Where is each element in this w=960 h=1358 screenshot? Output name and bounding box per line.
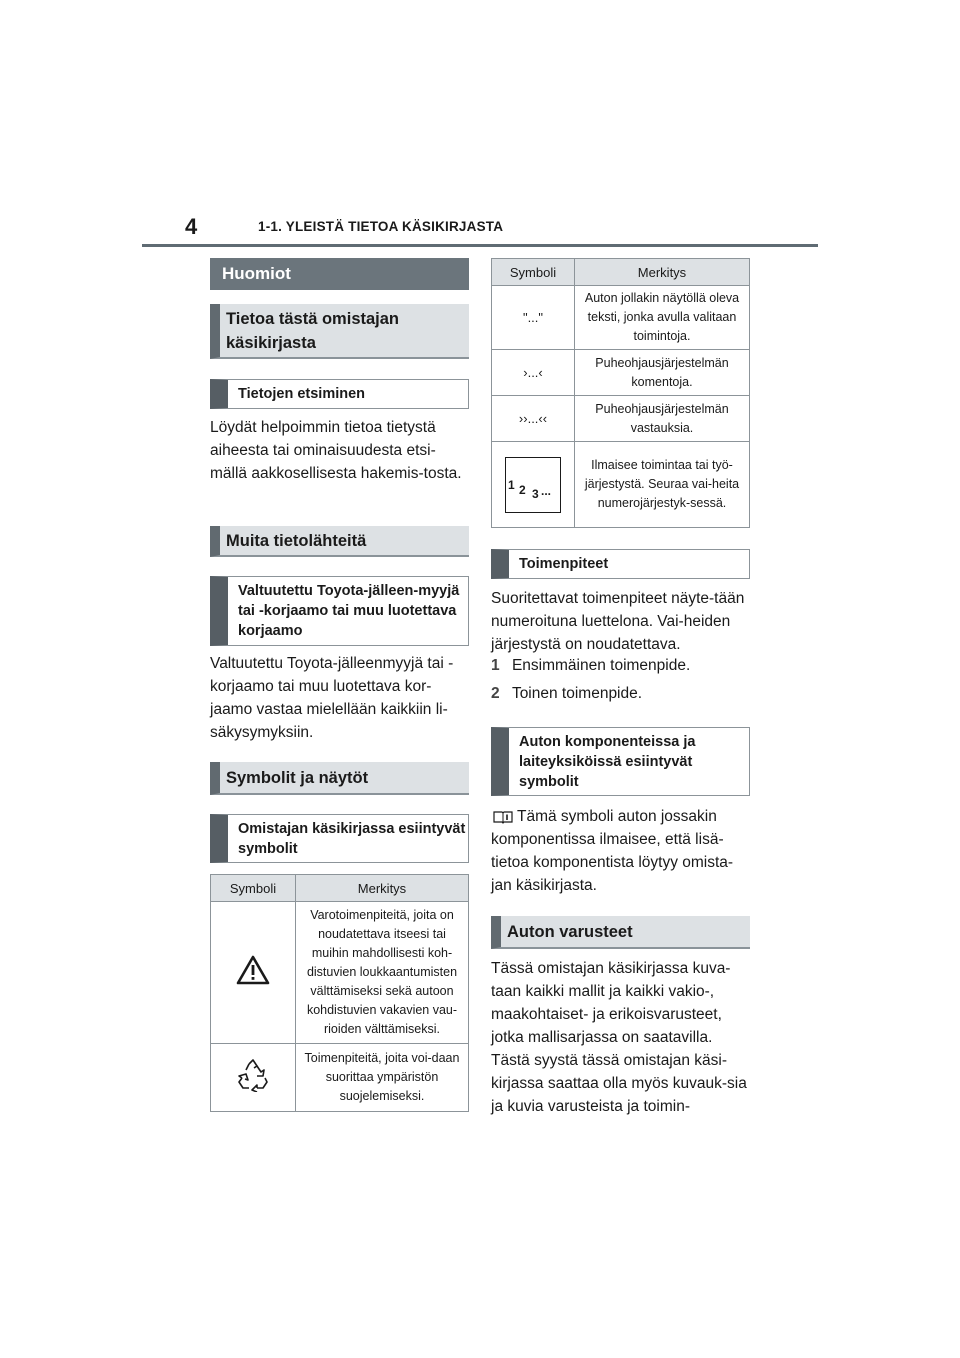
meaning-cell: Ilmaisee toimintaa tai työ-järjestystä. Seuraa vai-heita numerojärjestyk-sessä.	[575, 442, 750, 528]
symbolit-heading: Symbolit ja näytöt	[210, 762, 469, 795]
recycle-icon	[236, 1058, 270, 1092]
symbol-cell	[492, 442, 575, 528]
section-title: 1-1. YLEISTÄ TIETOA KÄSIKIRJASTA	[258, 219, 504, 234]
valtuutettu-text: Valtuutettu Toyota-jälleenmyyjä tai -korjaamo tai muu luotettava kor-jaamo vastaa mielellään kaikkiin li-säkysymyksiin.	[210, 655, 454, 741]
symbol-cell	[211, 1044, 296, 1112]
komponentit-text: Tämä symboli auton jossakin komponentissa ilmaisee, että lisä-tietoa komponentista löytyy omista-jan käsikirjasta.	[491, 808, 734, 894]
numbered-steps-icon	[505, 457, 561, 513]
toimenpiteet-text: Suoritettavat toimenpiteet näyte-tään numeroituna luettelona. Vai-heiden järjestystä on noudatettava.	[491, 590, 745, 653]
meaning-cell: Puheohjausjärjestelmän vastauksia.	[575, 396, 750, 442]
step-text: Toinen toimenpide.	[511, 685, 643, 702]
step-1	[491, 654, 753, 677]
huomiot-bar: Huomiot	[210, 258, 469, 290]
symbol-cell: ›...‹	[492, 350, 575, 396]
etsiminen-text: Löydät helpoimmin tietoa tietystä aiheesta tai ominaisuudesta etsi-mällä aakkosellisesta hakemis-tosta.	[210, 419, 462, 482]
meaning-cell: Toimenpiteitä, joita voi-daan suorittaa ympäristön suojelemiseksi.	[296, 1044, 469, 1112]
col-symbol-header: Symboli	[211, 875, 296, 902]
step-1-glyph: 1	[508, 477, 515, 492]
komponentit-heading: Auton komponenteissa ja laiteyksiköissä esiintyvät symbolit	[491, 727, 750, 796]
col-symbol-header: Symboli	[492, 259, 575, 286]
symbols-table-left	[210, 874, 469, 1112]
step-2	[491, 682, 753, 705]
varusteet-heading: Auton varusteet	[491, 916, 750, 949]
page-number: 4	[185, 214, 198, 239]
varusteet-text: Tässä omistajan käsikirjassa kuva-taan kaikki mallit ja kaikki vakio-, maakohtaiset- ja erikoisvarusteet, jotka mallisarjassa on saatavilla. Tästä syystä tässä omistajan käsi-kirjassa saattaa olla myös kuvauk-sia ja kuvia varusteista ja toimin-	[491, 960, 747, 1115]
meaning-cell: Puheohjausjärjestelmän komentoja.	[575, 350, 750, 396]
meaning-cell: Auton jollakin näytöllä oleva teksti, jonka avulla valitaan toimintoja.	[575, 286, 750, 350]
symbol-cell: "..."	[492, 286, 575, 350]
symbol-cell: ››...‹‹	[492, 396, 575, 442]
etsiminen-heading: Tietojen etsiminen	[210, 379, 469, 409]
warning-triangle-icon	[236, 955, 270, 985]
meaning-cell: Varotoimenpiteitä, joita on noudatettava itseesi tai muihin mahdollisesti koh-distuvien loukkaantumisten välttämiseksi sekä autoon kohdistuvien vakavien vau-rioiden välttämiseksi.	[296, 902, 469, 1044]
toimenpiteet-heading: Toimenpiteet	[491, 549, 750, 579]
symbol-cell	[211, 902, 296, 1044]
step-2-glyph: 2	[519, 482, 526, 497]
step-3-glyph: 3	[532, 486, 539, 501]
step-number: 2	[491, 685, 500, 702]
valtuutettu-heading: Valtuutettu Toyota-jälleen-myyjä tai -korjaamo tai muu luotettava korjaamo	[210, 576, 469, 646]
omistajan-heading: Omistajan käsikirjassa esiintyvät symbolit	[210, 814, 469, 863]
tietoa-heading: Tietoa tästä omistajan käsikirjasta	[210, 304, 469, 359]
step-text: Ensimmäinen toimenpide.	[511, 657, 691, 674]
step-number: 1	[491, 657, 500, 674]
col-meaning-header: Merkitys	[575, 259, 750, 286]
step-dots-glyph: ...	[541, 483, 552, 498]
symbols-table-right	[491, 258, 750, 528]
header-rule	[142, 244, 818, 247]
col-meaning-header: Merkitys	[296, 875, 469, 902]
muita-heading: Muita tietolähteitä	[210, 526, 469, 557]
